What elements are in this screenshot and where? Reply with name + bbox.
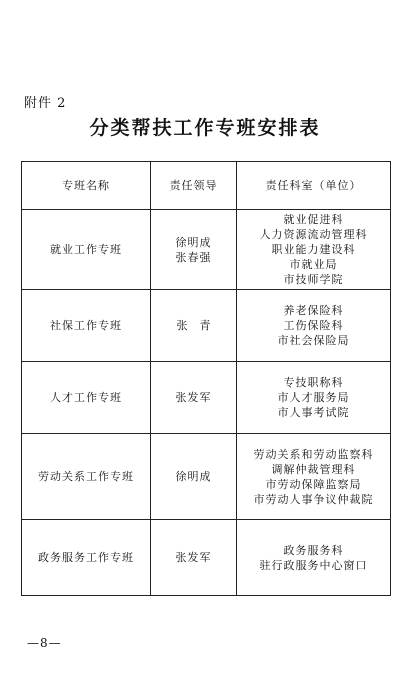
dept-name: 驻行政服务中心窗口 bbox=[259, 558, 368, 572]
dept-cell bbox=[237, 210, 391, 290]
page-number: —8— bbox=[27, 636, 62, 650]
dept-cell bbox=[237, 290, 391, 362]
dept-name: 市人事考试院 bbox=[277, 406, 350, 419]
team-name-cell: 政务服务工作专班 bbox=[22, 520, 151, 596]
dept-name: 市劳动保障监察局 bbox=[265, 477, 362, 491]
dept-name: 工伤保险科 bbox=[283, 319, 344, 332]
dept-name: 市人才服务局 bbox=[277, 391, 350, 404]
table-row bbox=[22, 290, 391, 362]
table-row bbox=[22, 434, 391, 520]
dept-name: 市技师学院 bbox=[283, 273, 344, 286]
dept-name: 职业能力建设科 bbox=[271, 243, 356, 256]
dept-cell bbox=[237, 520, 391, 596]
team-name-cell: 就业工作专班 bbox=[22, 210, 151, 290]
table-row bbox=[22, 520, 391, 596]
attachment-label: 附件 2 bbox=[24, 96, 67, 111]
dept-name: 就业促进科 bbox=[283, 213, 344, 226]
leader-name: 张春强 bbox=[175, 250, 212, 264]
dept-cell bbox=[237, 362, 391, 434]
leader-cell bbox=[151, 434, 237, 520]
leader-cell bbox=[151, 362, 237, 434]
leader-name: 张发军 bbox=[175, 551, 212, 564]
header-dept: 责任科室（单位） bbox=[237, 162, 391, 210]
header-team: 专班名称 bbox=[22, 162, 151, 210]
dept-name: 专技职称科 bbox=[283, 376, 344, 389]
dept-name: 养老保险科 bbox=[283, 304, 344, 317]
table-row bbox=[22, 362, 391, 434]
leader-cell bbox=[151, 290, 237, 362]
dept-name: 市社会保险局 bbox=[277, 334, 350, 347]
table-row bbox=[22, 210, 391, 290]
leader-name: 徐明成 bbox=[175, 470, 212, 483]
table-header-row bbox=[22, 162, 391, 210]
document-title: 分类帮扶工作专班安排表 bbox=[89, 117, 321, 139]
team-name-cell: 社保工作专班 bbox=[22, 290, 151, 362]
leader-name: 徐明成 bbox=[175, 235, 212, 249]
leader-cell bbox=[151, 520, 237, 596]
dept-name: 调解仲裁管理科 bbox=[271, 462, 356, 476]
team-name-cell: 人才工作专班 bbox=[22, 362, 151, 434]
dept-cell bbox=[237, 434, 391, 520]
leader-cell bbox=[151, 210, 237, 290]
dept-name: 劳动关系和劳动监察科 bbox=[253, 447, 374, 461]
dept-name: 市就业局 bbox=[289, 258, 338, 271]
header-leader: 责任领导 bbox=[151, 162, 237, 210]
team-name-cell: 劳动关系工作专班 bbox=[22, 434, 151, 520]
dept-name: 人力资源流动管理科 bbox=[259, 228, 368, 241]
dept-name: 政务服务科 bbox=[283, 543, 344, 557]
schedule-table bbox=[21, 161, 391, 596]
leader-name: 张青 bbox=[176, 319, 223, 332]
dept-name: 市劳动人事争议仲裁院 bbox=[253, 492, 374, 506]
leader-name: 张发军 bbox=[175, 391, 212, 404]
